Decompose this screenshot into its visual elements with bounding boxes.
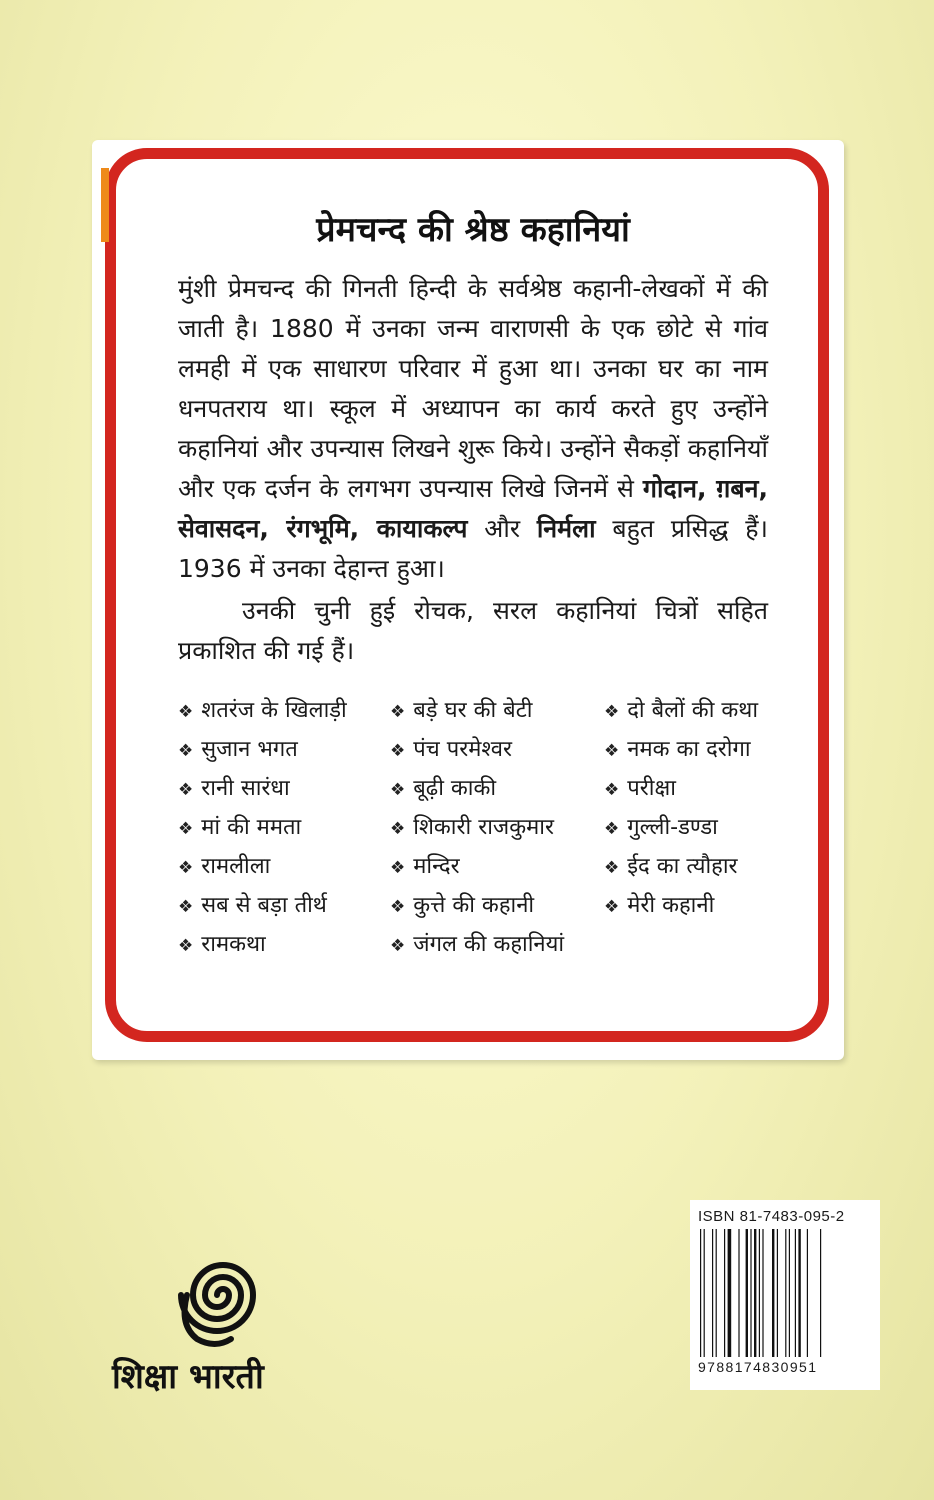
isbn-label: ISBN 81-7483-095-2	[698, 1208, 845, 1225]
story-list	[178, 693, 768, 964]
diamond-bullet-icon: ❖	[390, 819, 406, 839]
story-item: ❖ मेरी कहानी	[604, 893, 715, 918]
diamond-bullet-icon: ❖	[604, 897, 620, 917]
story-item: ❖ मां की ममता	[178, 815, 302, 840]
diamond-bullet-icon: ❖	[178, 819, 194, 839]
story-item: ❖ कुत्ते की कहानी	[390, 893, 535, 918]
diamond-bullet-icon: ❖	[604, 780, 620, 800]
spiral-logo-icon	[158, 1235, 288, 1355]
diamond-bullet-icon: ❖	[178, 702, 194, 722]
barcode-number: 9788174830951	[698, 1359, 818, 1375]
diamond-bullet-icon: ❖	[604, 819, 620, 839]
card-content	[178, 205, 768, 964]
story-item: ❖ रामलीला	[178, 854, 271, 879]
diamond-bullet-icon: ❖	[604, 858, 620, 878]
story-item: ❖ गुल्ली-डण्डा	[604, 815, 718, 840]
story-item: ❖ परीक्षा	[604, 776, 676, 801]
story-item: ❖ रानी सारंधा	[178, 776, 290, 801]
barcode-bars	[698, 1229, 872, 1357]
story-item: ❖ बूढ़ी काकी	[390, 776, 497, 801]
story-item: ❖ ईद का त्यौहार	[604, 854, 738, 879]
diamond-bullet-icon: ❖	[390, 741, 406, 761]
diamond-bullet-icon: ❖	[178, 741, 194, 761]
book-title: प्रेमचन्द की श्रेष्ठ कहानियां	[316, 210, 630, 250]
description-text-1: मुंशी प्रेमचन्द की गिनती हिन्दी के सर्वश्रेष्ठ कहानी-लेखकों में की जाती है। 1880 में उनका जन्म वाराणसी के एक छोटे से गांव लमही में एक साधारण परिवार में हुआ था। उनका घर का नाम धनपतराय था। स्कूल में अध्यापन का कार्य करते हुए उन्होंने कहानियां और उपन्यास लिखने शुरू किये। उन्होंने सैकड़ों कहानियाँ और एक दर्जन के लगभग उपन्यास लिखे जिनमें से	[178, 274, 768, 503]
diamond-bullet-icon: ❖	[178, 936, 194, 956]
story-item: ❖ रामकथा	[178, 932, 266, 957]
story-item: ❖ दो बैलों की कथा	[604, 698, 759, 723]
diamond-bullet-icon: ❖	[604, 741, 620, 761]
description-text-3: बहुत प्रसिद्ध हैं। 1936 में उनका देहान्त हुआ।	[178, 514, 769, 583]
description-paragraph-2: उनकी चुनी हुई रोचक, सरल कहानियां चित्रों सहित प्रकाशित की गई हैं।	[178, 596, 768, 665]
diamond-bullet-icon: ❖	[604, 702, 620, 722]
story-item: ❖ शतरंज के खिलाड़ी	[178, 698, 347, 723]
diamond-bullet-icon: ❖	[390, 858, 406, 878]
story-item: ❖ नमक का दरोगा	[604, 737, 751, 762]
story-item: ❖ पंच परमेश्वर	[390, 737, 512, 762]
description-text-2: और	[467, 514, 537, 543]
diamond-bullet-icon: ❖	[178, 858, 194, 878]
story-item: ❖ सुजान भगत	[178, 737, 298, 762]
barcode-box	[690, 1200, 880, 1390]
publisher-name: शिक्षा भारती	[112, 1357, 264, 1397]
diamond-bullet-icon: ❖	[390, 702, 406, 722]
diamond-bullet-icon: ❖	[178, 780, 194, 800]
diamond-bullet-icon: ❖	[390, 936, 406, 956]
story-item: ❖ सब से बड़ा तीर्थ	[178, 893, 327, 918]
famous-novels-2: निर्मला	[536, 514, 596, 543]
diamond-bullet-icon: ❖	[390, 897, 406, 917]
orange-accent	[101, 168, 109, 242]
famous-novels-1: गोदान, ग़बन, सेवासदन, रंगभूमि, कायाकल्प	[178, 474, 768, 543]
story-item: ❖ मन्दिर	[390, 854, 460, 879]
story-item: ❖ शिकारी राजकुमार	[390, 815, 554, 840]
description-paragraph	[178, 269, 768, 589]
story-item: ❖ बड़े घर की बेटी	[390, 698, 533, 723]
diamond-bullet-icon: ❖	[390, 780, 406, 800]
diamond-bullet-icon: ❖	[178, 897, 194, 917]
story-item: ❖ जंगल की कहानियां	[390, 932, 565, 957]
